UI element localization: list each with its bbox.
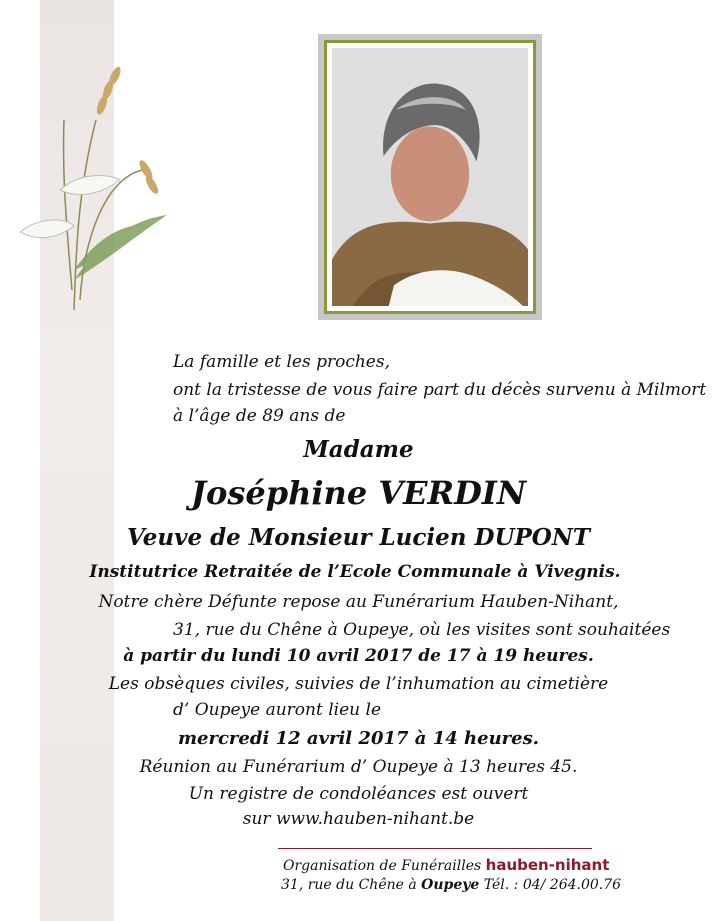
intro-line-3: à l’âge de 89 ans de	[173, 406, 346, 426]
funeral-date: mercredi 12 avril 2017 à 14 heures.	[177, 728, 539, 749]
condolence-register: Un registre de condoléances est ouvert	[188, 784, 529, 804]
footer-org-label: Organisation de Funérailles	[283, 858, 482, 874]
portrait-photo	[332, 48, 528, 306]
honorific: Madame	[303, 436, 414, 463]
visitation-line-1: Notre chère Défunte repose au Funérarium Hauben-Nihant,	[98, 592, 619, 612]
footer-phone: Tél. : 04/ 264.00.76	[483, 877, 622, 893]
footer-city: Oupeye	[421, 877, 480, 893]
lily-wheat-decoration	[12, 30, 172, 330]
deceased-name: Joséphine VERDIN	[190, 474, 527, 512]
brand-logo: hauben-nihant	[485, 856, 610, 874]
funeral-line-1: Les obsèques civiles, suivies de l’inhumation au cimetière	[108, 674, 609, 694]
footer-address	[281, 877, 621, 893]
portrait-frame	[318, 34, 542, 320]
funeral-line-2: d’ Oupeye auront lieu le	[173, 700, 382, 720]
footer-street: 31, rue du Chêne à	[281, 877, 417, 893]
intro-line-1: La famille et les proches,	[173, 352, 390, 372]
widow-of: Veuve de Monsieur Lucien DUPONT	[127, 524, 590, 551]
intro-line-2: ont la tristesse de vous faire part du décès survenu à Milmort	[173, 380, 707, 400]
visitation-line-2: 31, rue du Chêne à Oupeye, où les visites sont souhaitées	[173, 620, 671, 640]
condolence-website: sur www.hauben-nihant.be	[242, 809, 475, 829]
profession: Institutrice Retraitée de l’Ecole Communale à Vivegnis.	[89, 562, 621, 582]
visitation-hours: à partir du lundi 10 avril 2017 de 17 à 19 heures.	[123, 646, 594, 666]
footer-organisation	[283, 856, 609, 874]
footer-divider	[278, 848, 592, 849]
funeral-meeting: Réunion au Funérarium d’ Oupeye à 13 heures 45.	[139, 757, 578, 777]
